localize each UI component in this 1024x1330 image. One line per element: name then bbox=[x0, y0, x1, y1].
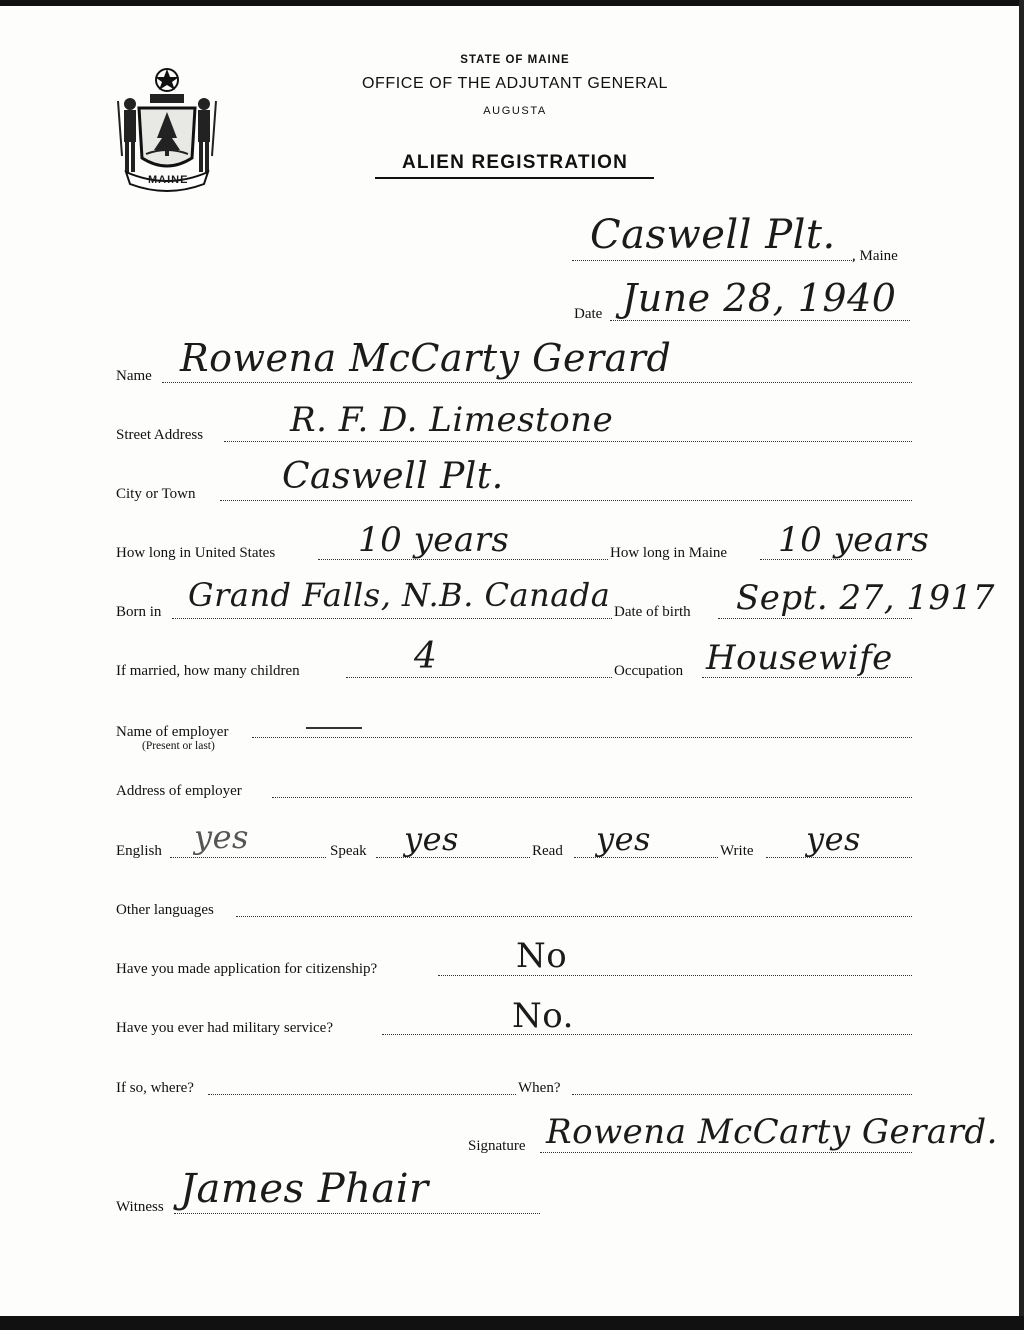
write-label: Write bbox=[720, 843, 754, 859]
other-languages-label: Other languages bbox=[116, 902, 214, 918]
where-label: If so, where? bbox=[116, 1080, 194, 1096]
when-line bbox=[572, 1094, 912, 1095]
employer-line bbox=[252, 737, 912, 738]
born-in-value[interactable]: Grand Falls, N.B. Canada bbox=[188, 576, 611, 614]
citizenship-line bbox=[438, 975, 912, 976]
speak-value[interactable]: yes bbox=[404, 820, 459, 858]
read-label: Read bbox=[532, 843, 563, 859]
city-heading: AUGUSTA bbox=[483, 105, 547, 117]
scan-edge-top bbox=[0, 0, 1024, 6]
employer-value[interactable] bbox=[360, 712, 362, 713]
english-line bbox=[170, 857, 326, 858]
date-value[interactable]: June 28, 1940 bbox=[622, 276, 897, 320]
employer-address-label: Address of employer bbox=[116, 783, 242, 799]
dob-line bbox=[718, 618, 912, 619]
place-suffix-label: , Maine bbox=[852, 248, 898, 264]
employer-label: Name of employer bbox=[116, 724, 229, 740]
citizenship-value[interactable]: No bbox=[516, 936, 568, 976]
place-line bbox=[572, 260, 854, 261]
children-value[interactable]: 4 bbox=[414, 636, 438, 677]
title-underline bbox=[375, 177, 654, 179]
years-us-value[interactable]: 10 years bbox=[358, 520, 510, 560]
where-line bbox=[208, 1094, 516, 1095]
employer-address-line bbox=[272, 797, 912, 798]
place-value[interactable]: Caswell Plt. bbox=[590, 212, 836, 258]
city-line bbox=[220, 500, 912, 501]
years-maine-label: How long in Maine bbox=[610, 545, 728, 561]
city-label: City or Town bbox=[116, 486, 196, 502]
signature-label: Signature bbox=[468, 1138, 526, 1154]
dob-label: Date of birth bbox=[614, 604, 691, 620]
city-value[interactable]: Caswell Plt. bbox=[282, 456, 504, 497]
citizenship-label: Have you made application for citizenship? bbox=[116, 961, 378, 977]
witness-label: Witness bbox=[116, 1199, 164, 1215]
signature-value[interactable]: Rowena McCarty Gerard. bbox=[546, 1112, 998, 1152]
page-title: ALIEN REGISTRATION bbox=[401, 152, 629, 173]
scan-edge-right bbox=[1019, 0, 1024, 1330]
seal-banner-text: MAINE bbox=[148, 174, 189, 186]
born-in-line bbox=[172, 618, 612, 619]
witness-value[interactable]: James Phair bbox=[180, 1166, 429, 1212]
other-languages-line bbox=[236, 916, 912, 917]
children-label: If married, how many children bbox=[116, 663, 300, 679]
signature-line bbox=[540, 1152, 912, 1153]
write-value[interactable]: yes bbox=[806, 820, 861, 858]
read-value[interactable]: yes bbox=[596, 820, 651, 858]
military-value[interactable]: No. bbox=[512, 996, 574, 1036]
english-label: English bbox=[116, 843, 162, 859]
children-line bbox=[346, 677, 612, 678]
employer-dash-mark bbox=[306, 727, 362, 729]
office-heading: OFFICE OF THE ADJUTANT GENERAL bbox=[361, 75, 669, 92]
dob-value[interactable]: Sept. 27, 1917 bbox=[736, 578, 995, 618]
name-label: Name bbox=[116, 368, 152, 384]
street-label: Street Address bbox=[116, 427, 204, 443]
occupation-value[interactable]: Housewife bbox=[706, 638, 893, 678]
state-heading: STATE OF MAINE bbox=[460, 54, 570, 66]
name-value[interactable]: Rowena McCarty Gerard bbox=[180, 336, 672, 380]
military-line bbox=[382, 1034, 912, 1035]
date-label: Date bbox=[574, 306, 603, 322]
when-label: When? bbox=[518, 1080, 561, 1096]
english-value[interactable]: yes bbox=[194, 818, 249, 856]
occupation-label: Occupation bbox=[614, 663, 684, 679]
street-line bbox=[224, 441, 912, 442]
speak-label: Speak bbox=[330, 843, 367, 859]
scan-edge-bottom bbox=[0, 1316, 1024, 1330]
name-line bbox=[162, 382, 912, 383]
witness-line bbox=[174, 1213, 540, 1214]
years-us-label: How long in United States bbox=[116, 545, 276, 561]
date-line bbox=[610, 320, 910, 321]
born-in-label: Born in bbox=[116, 604, 162, 620]
employer-sublabel: (Present or last) bbox=[142, 740, 215, 752]
street-value[interactable]: R. F. D. Limestone bbox=[290, 400, 614, 440]
years-maine-value[interactable]: 10 years bbox=[778, 520, 930, 560]
military-label: Have you ever had military service? bbox=[116, 1020, 333, 1036]
